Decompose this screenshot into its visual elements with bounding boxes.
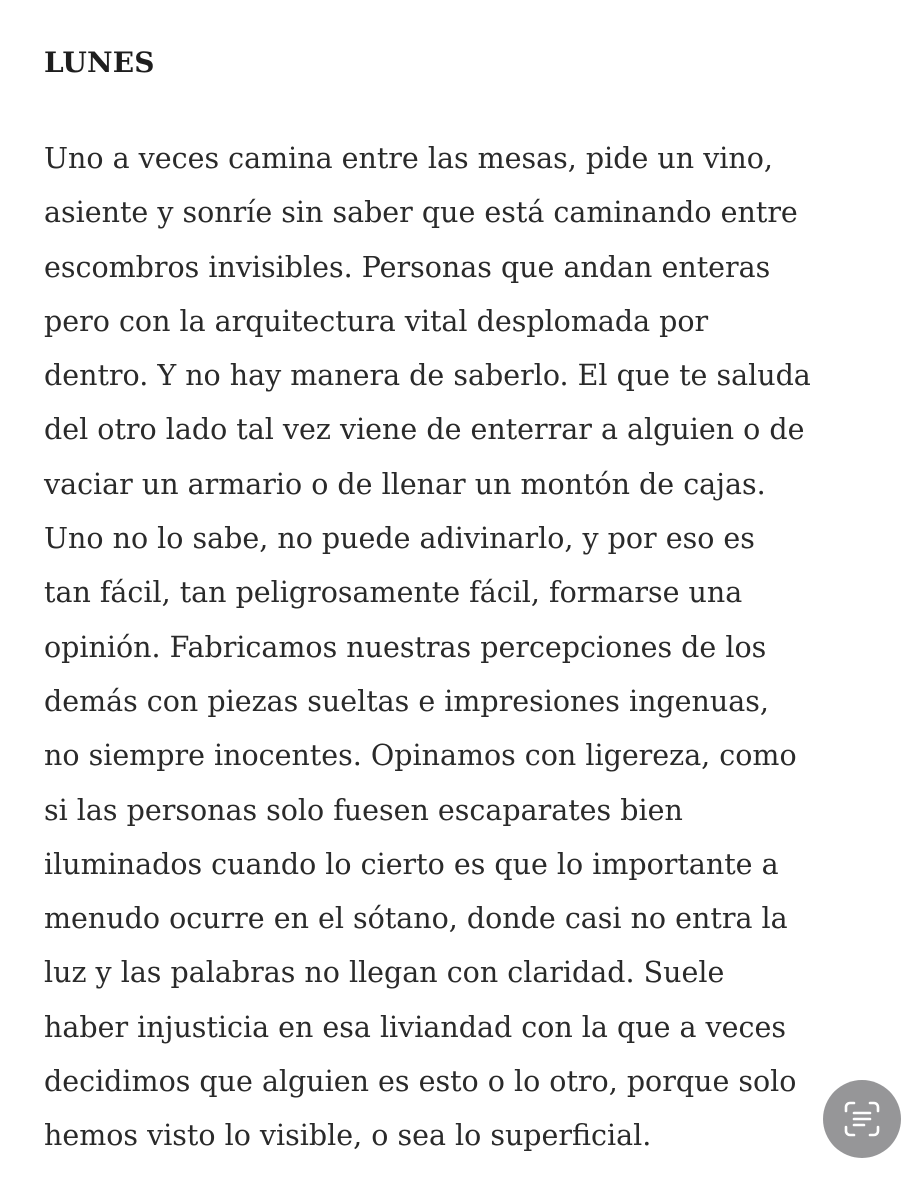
body-paragraph [44,132,894,1164]
paragraph-line: no siempre inocentes. Opinamos con ligereza, como [44,739,797,773]
live-text-button[interactable] [823,1080,901,1158]
paragraph-line: haber injusticia en esa liviandad con la que a veces [44,1010,786,1044]
paragraph-line: opinión. Fabricamos nuestras percepciones de los [44,630,767,664]
paragraph-line: demás con piezas sueltas e impresiones ingenuas, [44,684,769,718]
text-scan-icon [842,1099,882,1139]
paragraph-line: del otro lado tal vez viene de enterrar a alguien o de [44,413,805,447]
paragraph-line: escombros invisibles. Personas que andan enteras [44,250,771,284]
paragraph-line: dentro. Y no hay manera de saberlo. El que te saluda [44,359,811,393]
paragraph-line: pero con la arquitectura vital desplomada por [44,304,709,338]
paragraph-line: tan fácil, tan peligrosamente fácil, formarse una [44,576,743,610]
paragraph-line: luz y las palabras no llegan con claridad. Suele [44,956,725,990]
paragraph-line: vaciar un armario o de llenar un montón de cajas. [44,467,766,501]
paragraph-line: asiente y sonríe sin saber que está caminando entre [44,196,798,230]
paragraph-line: menudo ocurre en el sótano, donde casi no entra la [44,902,788,936]
paragraph-line: si las personas solo fuesen escaparates bien [44,793,683,827]
paragraph-line: Uno a veces camina entre las mesas, pide un vino, [44,142,773,175]
paragraph-line: iluminados cuando lo cierto es que lo importante a [44,847,779,881]
paragraph-line: Uno no lo sabe, no puede adivinarlo, y por eso es [44,522,755,556]
paragraph-line: hemos visto lo visible, o sea lo superficial. [44,1119,652,1153]
paragraph-line: decidimos que alguien es esto o lo otro, porque solo [44,1065,797,1099]
page-title: LUNES [44,46,155,79]
